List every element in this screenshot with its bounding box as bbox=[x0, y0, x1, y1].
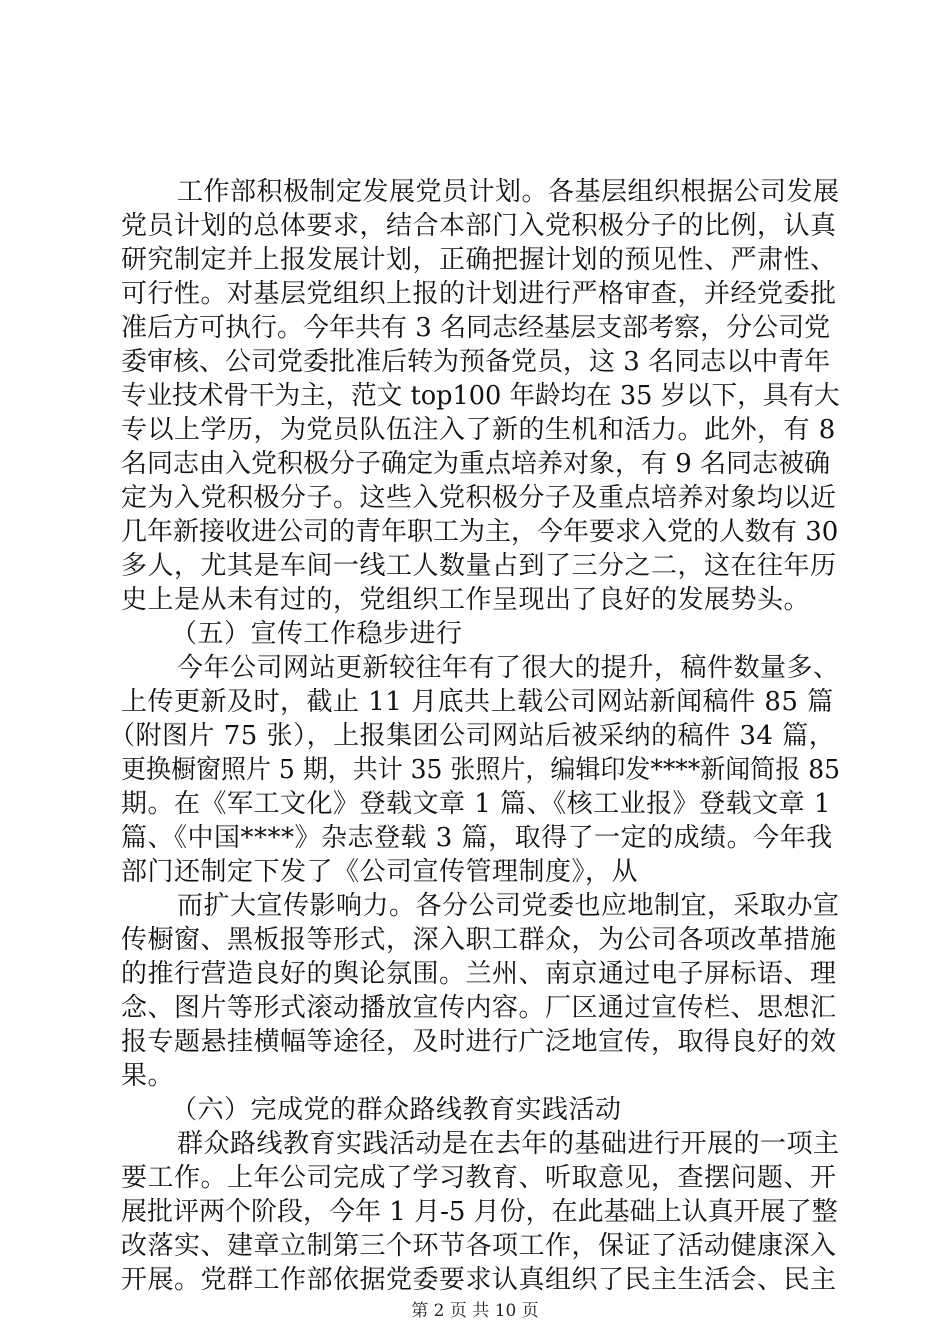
paragraph-line: 更换橱窗照片 5 期，共计 35 张照片，编辑印发****新闻简报 85 bbox=[121, 755, 841, 785]
paragraph-line: 部门还制定下发了《公司宣传管理制度》，从 bbox=[121, 857, 639, 887]
paragraph-line: 可行性。对基层党组织上报的计划进行严格审查，并经党委批 bbox=[121, 279, 837, 309]
paragraph-line: 展批评两个阶段，今年 1 月-5 月份，在此基础上认真开展了整 bbox=[121, 1197, 838, 1227]
paragraph-line: 要工作。上年公司完成了学习教育、听取意见，查摆问题、开 bbox=[121, 1163, 837, 1193]
paragraph-line: 委审核、公司党委批准后转为预备党员，这 3 名同志以中青年 bbox=[121, 347, 831, 377]
paragraph-line: 篇、《中国****》杂志登载 3 篇，取得了一定的成绩。今年我 bbox=[121, 823, 833, 853]
paragraph-line: 史上是从未有过的，党组织工作呈现出了良好的发展势头。 bbox=[121, 585, 811, 615]
paragraph-line: 上传更新及时，截止 11 月底共上载公司网站新闻稿件 85 篇 bbox=[121, 687, 834, 717]
paragraph-line: 开展。党群工作部依据党委要求认真组织了民主生活会、民主 bbox=[121, 1265, 837, 1295]
paragraph-line: 群众路线教育实践活动是在去年的基础进行开展的一项主 bbox=[177, 1129, 840, 1159]
paragraph-line: 的推行营造良好的舆论氛围。兰州、南京通过电子屏标语、理 bbox=[121, 959, 837, 989]
paragraph-line: 专以上学历，为党员队伍注入了新的生机和活力。此外，有 8 bbox=[121, 415, 836, 445]
paragraph-line: 专业技术骨干为主，范文 top100 年龄均在 35 岁以下，具有大 bbox=[121, 381, 840, 411]
section-heading: （五）宣传工作稳步进行 bbox=[171, 619, 463, 649]
paragraph-line: 名同志由入党积极分子确定为重点培养对象，有 9 名同志被确 bbox=[121, 449, 831, 479]
paragraph-line: 念、图片等形式滚动播放宣传内容。厂区通过宣传栏、思想汇 bbox=[121, 993, 837, 1023]
paragraph-line: 期。在《军工文化》登载文章 1 篇、《核工业报》登载文章 1 bbox=[121, 789, 831, 819]
paragraph-line: 工作部积极制定发展党员计划。各基层组织根据公司发展 bbox=[177, 177, 840, 207]
paragraph-line: 准后方可执行。今年共有 3 名同志经基层支部考察，分公司党 bbox=[121, 313, 831, 343]
paragraph-line: （附图片 75 张），上报集团公司网站后被采纳的稿件 34 篇， bbox=[109, 721, 836, 751]
paragraph-line: 报专题悬挂横幅等途径，及时进行广泛地宣传，取得良好的效 bbox=[121, 1027, 837, 1057]
paragraph-line: 定为入党积极分子。这些入党积极分子及重点培养对象均以近 bbox=[121, 483, 837, 513]
section-heading: （六）完成党的群众路线教育实践活动 bbox=[171, 1095, 622, 1125]
paragraph-line: 党员计划的总体要求，结合本部门入党积极分子的比例，认真 bbox=[121, 211, 837, 241]
paragraph-line: 果。 bbox=[121, 1061, 175, 1091]
paragraph-line: 今年公司网站更新较往年有了很大的提升，稿件数量多、 bbox=[177, 653, 840, 683]
paragraph-line: 改落实、建章立制第三个环节各项工作，保证了活动健康深入 bbox=[121, 1231, 837, 1261]
paragraph-line: 几年新接收进公司的青年职工为主，今年要求入党的人数有 30 bbox=[121, 517, 839, 547]
page-number-footer: 第 2 页 共 10 页 bbox=[411, 1301, 539, 1321]
paragraph-line: 多人，尤其是车间一线工人数量占到了三分之二，这在往年历 bbox=[121, 551, 837, 581]
paragraph-line: 而扩大宣传影响力。各分公司党委也应地制宜，采取办宣 bbox=[177, 891, 840, 921]
paragraph-line: 研究制定并上报发展计划，正确把握计划的预见性、严肃性、 bbox=[121, 245, 837, 275]
paragraph-line: 传橱窗、黑板报等形式，深入职工群众，为公司各项改革措施 bbox=[121, 925, 837, 955]
